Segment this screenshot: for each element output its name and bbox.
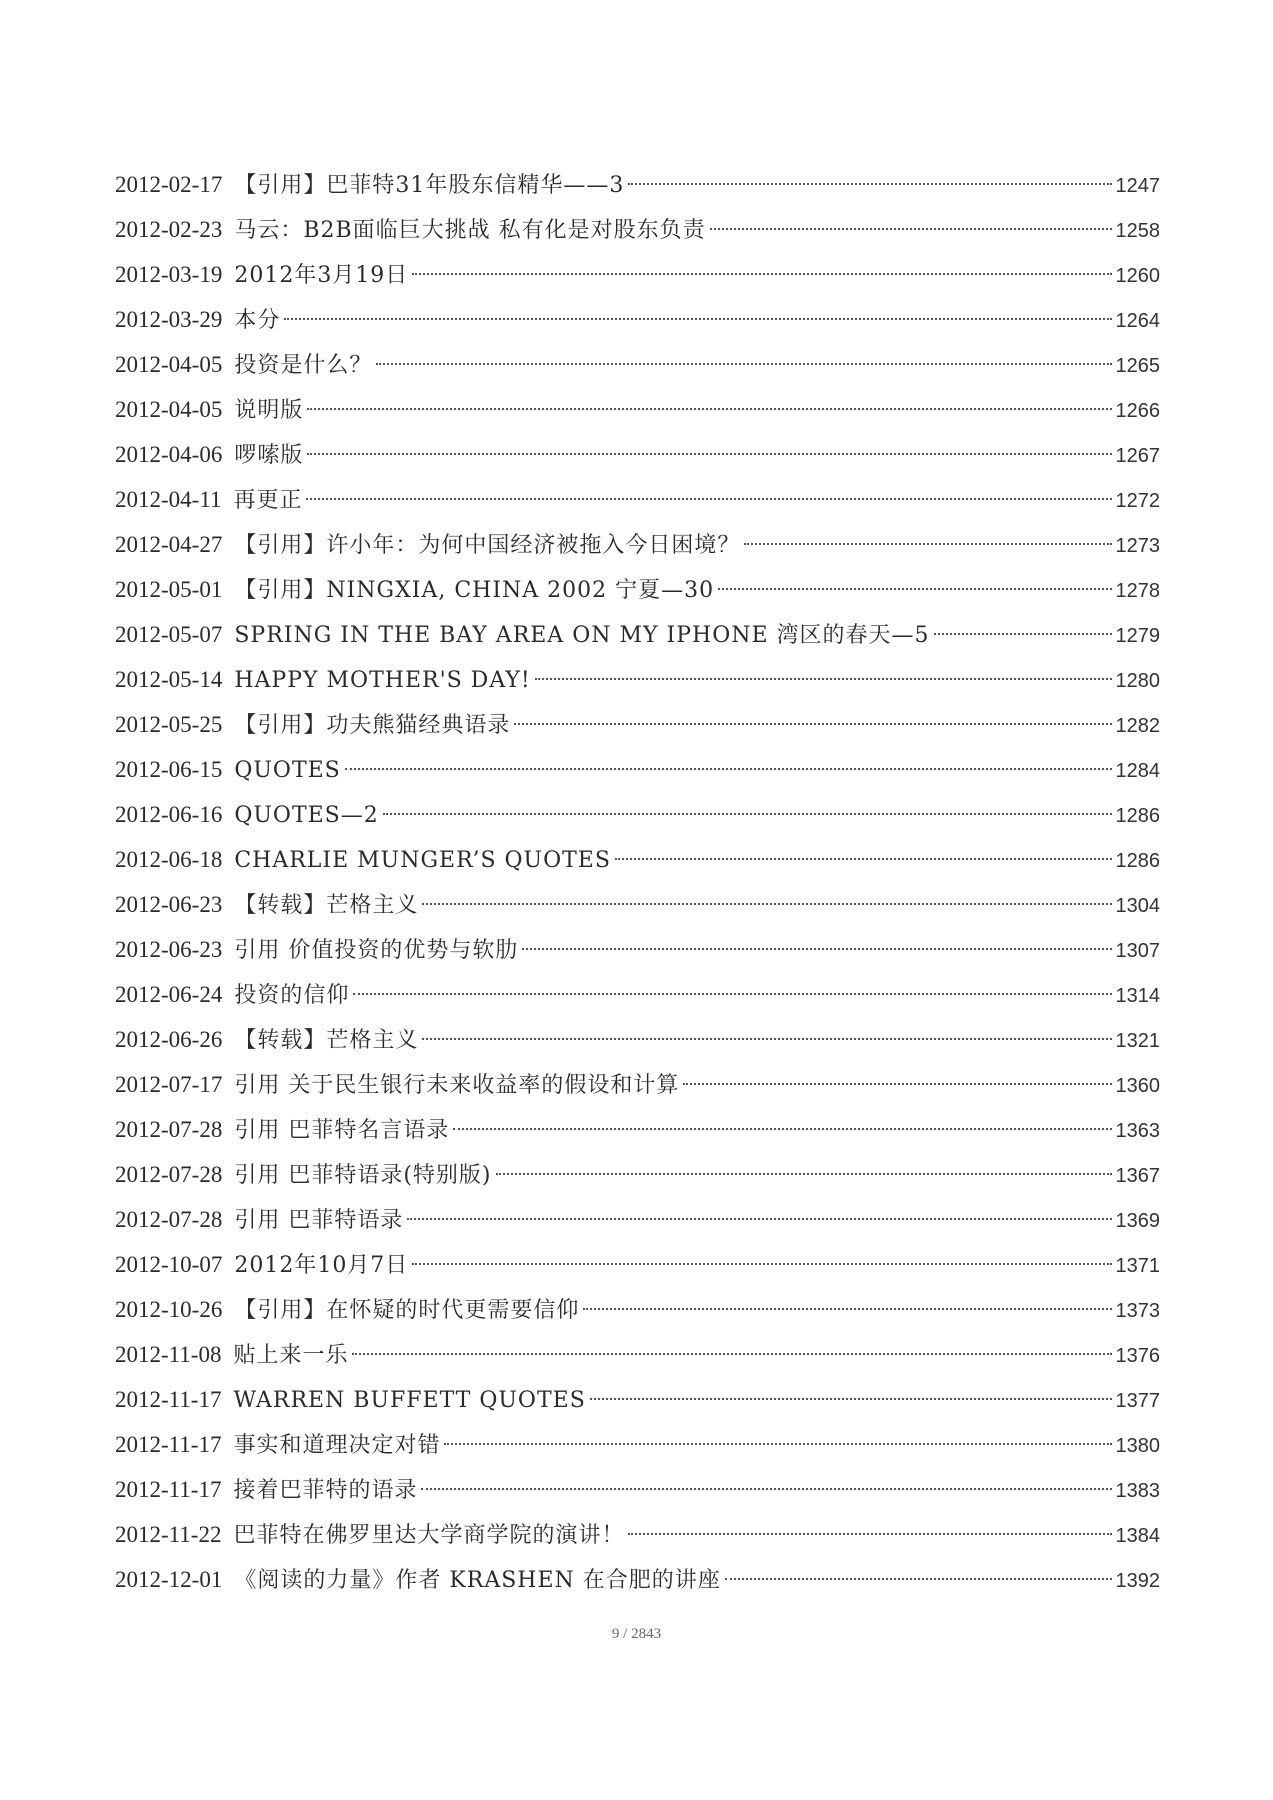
entry-date: 2012-06-15	[115, 757, 223, 782]
toc-entry[interactable]	[115, 1467, 1160, 1512]
entry-date: 2012-10-26	[115, 1297, 223, 1322]
entry-page-number: 1380	[1115, 1435, 1160, 1457]
entry-title: WARREN BUFFETT QUOTES	[233, 1388, 586, 1413]
entry-date: 2012-11-08	[115, 1342, 222, 1367]
dot-leader	[421, 1488, 1111, 1490]
dot-leader	[444, 1443, 1111, 1445]
entry-title: 【引用】功夫熊猫经典语录	[234, 713, 511, 738]
entry-page-number: 1307	[1115, 940, 1160, 962]
entry-date: 2012-12-01	[115, 1567, 223, 1592]
entry-page-number: 1258	[1115, 220, 1160, 242]
toc-entry[interactable]	[115, 522, 1160, 567]
toc-entry[interactable]	[115, 432, 1160, 477]
entry-date: 2012-05-14	[115, 667, 223, 692]
entry-page-number: 1377	[1115, 1390, 1160, 1412]
entry-page-number: 1266	[1115, 400, 1160, 422]
toc-entry[interactable]	[115, 1242, 1160, 1287]
entry-title: 说明版	[234, 398, 304, 423]
entry-title: 投资的信仰	[234, 983, 350, 1008]
entry-page-number: 1267	[1115, 445, 1160, 467]
dot-leader	[383, 813, 1112, 815]
entry-page-number: 1371	[1115, 1255, 1160, 1277]
entry-page-number: 1247	[1115, 175, 1160, 197]
entry-page-number: 1369	[1115, 1210, 1160, 1232]
entry-title: CHARLIE MUNGER’S QUOTES	[234, 848, 611, 873]
entry-page-number: 1367	[1115, 1165, 1160, 1187]
dot-leader	[412, 1263, 1111, 1265]
entry-title: 再更正	[233, 488, 303, 513]
entry-page-number: 1280	[1115, 670, 1160, 692]
dot-leader	[407, 1218, 1111, 1220]
toc-entry[interactable]	[115, 477, 1160, 522]
toc-entry[interactable]	[115, 1017, 1160, 1062]
entry-date: 2012-04-11	[115, 487, 222, 512]
entry-title: 【引用】NINGXIA, CHINA 2002 宁夏—30	[234, 578, 715, 603]
entry-date: 2012-07-28	[115, 1117, 223, 1142]
entry-date: 2012-11-22	[115, 1522, 222, 1547]
dot-leader	[934, 633, 1112, 635]
entry-date: 2012-11-17	[115, 1387, 222, 1412]
toc-entry[interactable]	[115, 1422, 1160, 1467]
entry-date: 2012-07-28	[115, 1207, 223, 1232]
entry-date: 2012-06-18	[115, 847, 223, 872]
entry-page-number: 1264	[1115, 310, 1160, 332]
dot-leader	[353, 993, 1111, 995]
dot-leader	[306, 498, 1111, 500]
entry-date: 2012-04-06	[115, 442, 223, 467]
entry-title: 2012年10月7日	[234, 1253, 409, 1278]
toc-entry[interactable]	[115, 1107, 1160, 1152]
dot-leader	[710, 228, 1112, 230]
toc-entry[interactable]	[115, 567, 1160, 612]
entry-date: 2012-04-05	[115, 397, 223, 422]
entry-title: 马云：B2B面临巨大挑战 私有化是对股东负责	[234, 218, 706, 243]
toc-entry[interactable]	[115, 882, 1160, 927]
toc-entry[interactable]	[115, 342, 1160, 387]
entry-title: 引用 价值投资的优势与软肋	[234, 938, 519, 963]
entry-title: 啰嗦版	[234, 443, 304, 468]
dot-leader	[307, 453, 1111, 455]
dot-leader	[376, 363, 1111, 365]
entry-title: HAPPY MOTHER'S DAY!	[234, 668, 531, 693]
entry-page-number: 1279	[1115, 625, 1160, 647]
entry-title: 贴上来一乐	[233, 1343, 349, 1368]
toc-entry[interactable]	[115, 792, 1160, 837]
entry-page-number: 1383	[1115, 1480, 1160, 1502]
dot-leader	[514, 723, 1111, 725]
dot-leader	[522, 948, 1111, 950]
toc-entry[interactable]	[115, 1557, 1160, 1602]
entry-date: 2012-03-19	[115, 262, 223, 287]
dot-leader	[453, 1128, 1111, 1130]
entry-page-number: 1286	[1115, 805, 1160, 827]
dot-leader	[535, 678, 1112, 680]
dot-leader	[718, 588, 1111, 590]
entry-page-number: 1273	[1115, 535, 1160, 557]
entry-page-number: 1284	[1115, 760, 1160, 782]
entry-date: 2012-11-17	[115, 1432, 222, 1457]
entry-date: 2012-02-23	[115, 217, 223, 242]
toc-entry[interactable]	[115, 927, 1160, 972]
entry-page-number: 1360	[1115, 1075, 1160, 1097]
entry-date: 2012-04-05	[115, 352, 223, 377]
dot-leader	[744, 543, 1111, 545]
entry-title: 投资是什么？	[234, 353, 373, 378]
toc-entry[interactable]	[115, 1197, 1160, 1242]
toc-entry[interactable]	[115, 207, 1160, 252]
entry-page-number: 1282	[1115, 715, 1160, 737]
entry-date: 2012-05-07	[115, 622, 223, 647]
entry-date: 2012-11-17	[115, 1477, 222, 1502]
toc-entry[interactable]	[115, 1062, 1160, 1107]
entry-date: 2012-04-27	[115, 532, 223, 557]
entry-page-number: 1265	[1115, 355, 1160, 377]
entry-date: 2012-02-17	[115, 172, 223, 197]
entry-page-number: 1314	[1115, 985, 1160, 1007]
entry-title: 【转载】芒格主义	[234, 893, 419, 918]
entry-date: 2012-06-26	[115, 1027, 223, 1052]
entry-title: 引用 巴菲特语录(特别版)	[234, 1163, 492, 1188]
toc-entry[interactable]	[115, 1287, 1160, 1332]
page-number-indicator: 9 / 2843	[611, 1626, 662, 1642]
entry-page-number: 1304	[1115, 895, 1160, 917]
entry-title: 接着巴菲特的语录	[233, 1478, 418, 1503]
entry-page-number: 1278	[1115, 580, 1160, 602]
toc-entry[interactable]	[115, 1377, 1160, 1422]
toc-entry[interactable]	[115, 612, 1160, 657]
entry-page-number: 1392	[1115, 1570, 1160, 1592]
dot-leader	[412, 273, 1111, 275]
entry-date: 2012-05-01	[115, 577, 223, 602]
toc-entry[interactable]	[115, 972, 1160, 1017]
table-of-contents	[115, 162, 1160, 1602]
entry-title: 【转载】芒格主义	[234, 1028, 419, 1053]
entry-title: 巴菲特在佛罗里达大学商学院的演讲！	[233, 1523, 625, 1548]
entry-title: 引用 关于民生银行未来收益率的假设和计算	[234, 1073, 680, 1098]
toc-entry[interactable]	[115, 747, 1160, 792]
toc-entry[interactable]	[115, 387, 1160, 432]
toc-entry[interactable]	[115, 1152, 1160, 1197]
dot-leader	[496, 1173, 1112, 1175]
dot-leader	[284, 318, 1111, 320]
entry-title: 【引用】巴菲特31年股东信精华——3	[234, 173, 625, 198]
dot-leader	[422, 1038, 1111, 1040]
entry-date: 2012-06-16	[115, 802, 223, 827]
dot-leader	[345, 768, 1112, 770]
toc-entry[interactable]	[115, 297, 1160, 342]
dot-leader	[307, 408, 1111, 410]
toc-entry[interactable]	[115, 162, 1160, 207]
entry-title: 事实和道理决定对错	[233, 1433, 441, 1458]
entry-date: 2012-07-28	[115, 1162, 223, 1187]
entry-title: 《阅读的力量》作者 KRASHEN 在合肥的讲座	[234, 1568, 721, 1593]
entry-title: QUOTES	[234, 758, 341, 783]
entry-title: SPRING IN THE BAY AREA ON MY IPHONE 湾区的春天—5	[234, 623, 930, 648]
entry-date: 2012-06-23	[115, 892, 223, 917]
entry-page-number: 1260	[1115, 265, 1160, 287]
dot-leader	[615, 858, 1112, 860]
entry-page-number: 1272	[1115, 490, 1160, 512]
toc-entry[interactable]	[115, 837, 1160, 882]
dot-leader	[683, 1083, 1111, 1085]
dot-leader	[590, 1398, 1112, 1400]
entry-title: QUOTES—2	[234, 803, 379, 828]
entry-date: 2012-07-17	[115, 1072, 223, 1097]
dot-leader	[725, 1578, 1112, 1580]
entry-page-number: 1376	[1115, 1345, 1160, 1367]
entry-date: 2012-05-25	[115, 712, 223, 737]
entry-date: 2012-10-07	[115, 1252, 223, 1277]
entry-title: 引用 巴菲特语录	[234, 1208, 404, 1233]
entry-page-number: 1363	[1115, 1120, 1160, 1142]
dot-leader	[352, 1353, 1111, 1355]
toc-entry[interactable]	[115, 657, 1160, 702]
entry-title: 2012年3月19日	[234, 263, 409, 288]
entry-date: 2012-03-29	[115, 307, 223, 332]
entry-page-number: 1286	[1115, 850, 1160, 872]
entry-date: 2012-06-24	[115, 982, 223, 1007]
dot-leader	[628, 1533, 1111, 1535]
entry-title: 引用 巴菲特名言语录	[234, 1118, 450, 1143]
dot-leader	[583, 1308, 1111, 1310]
toc-entry[interactable]	[115, 1512, 1160, 1557]
entry-page-number: 1321	[1115, 1030, 1160, 1052]
dot-leader	[628, 183, 1111, 185]
dot-leader	[422, 903, 1111, 905]
toc-entry[interactable]	[115, 1332, 1160, 1377]
entry-title: 本分	[234, 308, 281, 333]
entry-date: 2012-06-23	[115, 937, 223, 962]
entry-title: 【引用】许小年：为何中国经济被拖入今日困境？	[234, 533, 741, 558]
entry-page-number: 1384	[1115, 1525, 1160, 1547]
entry-page-number: 1373	[1115, 1300, 1160, 1322]
toc-entry[interactable]	[115, 702, 1160, 747]
entry-title: 【引用】在怀疑的时代更需要信仰	[234, 1298, 580, 1323]
toc-entry[interactable]	[115, 252, 1160, 297]
